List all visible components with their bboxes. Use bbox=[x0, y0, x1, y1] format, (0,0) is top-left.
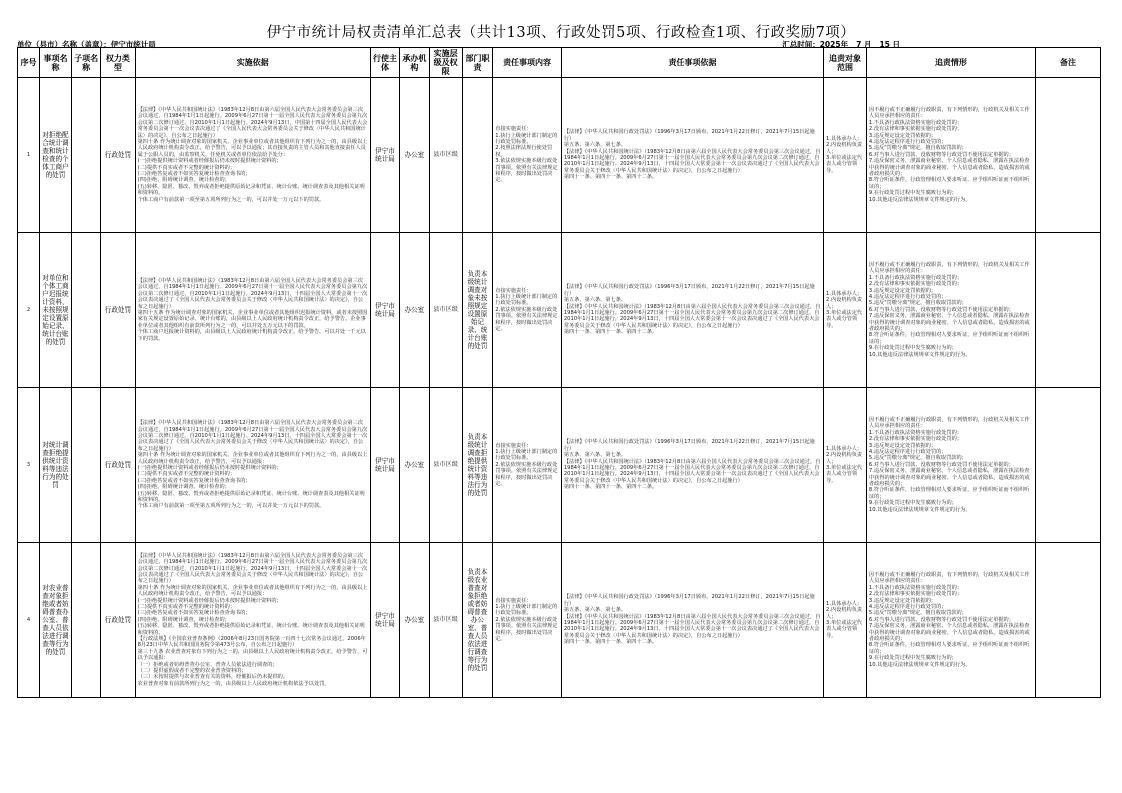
header-scope: 追责对象范围 bbox=[824, 48, 867, 78]
row-duty: 负责本级农业普查对象拒绝或者妨碍普查办公室、普查人员依法进行调查等行为的处罚 bbox=[462, 543, 493, 698]
header-content-basis: 责任事项依据 bbox=[561, 48, 823, 78]
header-subject: 行使主体 bbox=[370, 48, 399, 78]
row-duty: 负责本级统计调查拒绝提供统计资料等违法行为的处罚 bbox=[462, 388, 493, 543]
unit-label: 单位（县市）名称（盖章）：伊宁市统计局 bbox=[17, 40, 156, 49]
row-remark bbox=[1035, 543, 1100, 698]
summary-date-month: 7 月 bbox=[856, 40, 872, 49]
row-office: 办公室 bbox=[400, 388, 429, 543]
table-header-row bbox=[18, 48, 1101, 78]
row-sub-item bbox=[71, 388, 100, 543]
row-sub-item bbox=[71, 543, 100, 698]
row-office: 办公室 bbox=[400, 78, 429, 233]
row-item-name: 对单位和个体工商户迟报统计资料，未按照规定设置原始记录、统计台账的处罚 bbox=[40, 233, 72, 388]
document-title: 伊宁市统计局权责清单汇总表（共计13项、行政处罚5项、行政检查1项、行政奖励7项） bbox=[266, 25, 856, 41]
row-content: 直接实施责任： 1.执行上级统计部门制定的行政处罚标准。 2.按照法律法规行使处罚权。 3.依法依规实施本级行政处罚事项。依照有关法律规定和程序，按时做出处罚决定。 bbox=[493, 78, 562, 233]
row-no: 2 bbox=[18, 233, 40, 388]
row-power-type: 行政处罚 bbox=[101, 388, 135, 543]
responsibility-table bbox=[17, 47, 1101, 698]
row-situation: 因不履行或不正确履行行政职责，有下列情形的，行政机关及相关工作人员应承担相应的责任： 1.不具备行政执法资格实施行政处罚的； 2.没有法律和事实依据实施行政处罚的； 3.违反规定设定处罚依据的； 4.违反法定程序进行行政处罚的； 5.违反"罚缴分离"规定，擅自收取罚款的； 6.对当事人进行罚款、没收财物等行政处罚不使用法定单据的； 7.违反保密义务，泄露商业秘密、个人信息或者隐私，泄露在执法检查中获得的统计调查对象的商业秘密、个人信息或者隐私，造成损害的或者政府损失的； 8.符合听证条件，行政管理相对人要求听证，应予组织听证而不组织听证的； 9.在行政处罚过程中发生腐败行为的； 10.其他违反法律法规规章文件规定的行为。 bbox=[866, 388, 1035, 543]
header-basis: 实施依据 bbox=[135, 48, 370, 78]
row-power-type: 行政处罚 bbox=[101, 543, 135, 698]
row-content: 直接实施责任： 1.执行上级统计部门制定的行政处罚标准。 2.依法依规实施本级行政处罚事项。依照有关法律规定和程序，按时做出处罚决定。 bbox=[493, 543, 562, 698]
row-level: 县市区级 bbox=[429, 78, 462, 233]
row-content-basis: 【法律】《中华人民共和国行政处罚法》（1996年3月17日颁布，2021年1月22日修订，2021年7月15日起施行） 第五条、第六条、第七条。 【法律】《中华人民共和国统计法》（1983年12月8日由第六届全国人民代表大会常务委员会第三次会议通过，自1984年1月1日起施行。2009年6月27日第十一届全国人民代表大会常务委员会第九次会议第二次修订通过，自2010年1月1日起施行。2024年9月13日，十四届全国人大常委会第十一次会议表决通过了《全国人民代表大会常务委员会关于修改〈中华人民共和国统计法〉的决定》，自公布之日起施行） 第四十一条、第四十一条、第四十二条。 bbox=[561, 543, 823, 698]
header-situation: 追责情形 bbox=[866, 48, 1035, 78]
row-content-basis: 【法律】《中华人民共和国行政处罚法》（1996年3月17日颁布，2021年1月22日修订，2021年7月15日起施行） 第五条、第六条、第七条。 【法律】《中华人民共和国统计法》（1983年12月8日由第六届全国人民代表大会常务委员会第三次会议通过，自1984年1月1日起施行。2009年6月27日第十一届全国人民代表大会常务委员会第九次会议第二次修订通过，自2010年1月1日起施行。2024年9月13日，十四届全国人大常委会第十一次会议表决通过了《全国人民代表大会常务委员会关于修改〈中华人民共和国统计法〉的决定》，自公布之日起施行） 第四十一条、第四十一条、第四十二条。 bbox=[561, 78, 823, 233]
row-remark bbox=[1035, 78, 1100, 233]
row-basis: 【法律】《中华人民共和国统计法》（1983年12月8日由第六届全国人民代表大会常务委员会第三次会议通过，自1984年1月1日起施行。2009年6月27日第十一届全国人民代表大会常务委员会第九次会议第二次修订通过，自2010年1月1日起施行。2024年9月13日，十四届全国人大常委会第十一次会议表决通过了《全国人民代表大会常务委员会关于修改〈中华人民共和国统计法〉的决定》，自公布之日起施行） 第四十条 作为统计调查对象的国家机关、企业事业单位或者其他组织有下列行为之一的，由县级以上人民政府统计机构责令改正，给予警告，可以予以通报： (一)拒绝提供统计资料或者经催报后仍未按时提供统计资料的； (二)提供不真实或者不完整的统计资料的； (三)拒绝答复或者不如实答复统计检查查询书的； (四)拒绝、阻碍统计调查、统计检查的； (五)转移、隐匿、篡改、毁弃或者拒绝提供原始记录和凭证、统计台账、统计调查表及其他相关证明和资料的。 【行政法规】《全国农业普查条例》（2006年8月23日国务院第一百四十七次常务会议通过，2006年8月23日中华人民共和国国务院令第473号公布，自公布之日起施行） 第三十九条 农业普查对象有下列行为之一的，由县级以上人民政府统计机构责令改正，给予警告，可以予以通报： （一）拒绝或者妨碍普查办公室、普查人员依法进行调查的； （二）提供虚假或者不完整的农业普查资料的； （三）未按时提供与农业普查有关的资料，经催报后仍未提供的。 农业普查对象有前款所列行为之一的，由县级以上人民政府统计机构依法予以处罚。 bbox=[135, 543, 370, 698]
row-content: 直接实施责任： 1.执行上级统计部门制定的行政处罚标准。 2.依法依规实施本级行政处罚事项。依照有关法律规定和程序，按时做出处罚决定。 bbox=[493, 388, 562, 543]
row-content-basis: 【法律】《中华人民共和国行政处罚法》（1996年3月17日颁布，2021年1月22日修订，2021年7月15日起施行） 第五条、第六条、第七条。 【法律】《中华人民共和国统计法》（1983年12月8日由第六届全国人民代表大会常务委员会第三次会议通过，自1984年1月1日起施行。2009年6月27日第十一届全国人民代表大会常务委员会第九次会议第二次修订通过，自2010年1月1日起施行。2024年9月13日，十四届全国人大常委会第十一次会议表决通过了《全国人民代表大会常务委员会关于修改〈中华人民共和国统计法〉的决定》，自公布之日起施行） 第四十一条、第四十一条、第四十二条。 bbox=[561, 388, 823, 543]
row-level: 县市区级 bbox=[429, 388, 462, 543]
row-power-type: 行政处罚 bbox=[101, 78, 135, 233]
row-situation: 因不履行或不正确履行行政职责，有下列情形的，行政机关及相关工作人员应承担相应的责任： 1.不具备行政执法资格实施行政处罚的； 2.没有法律和事实依据实施行政处罚的； 3.违反规定设定处罚依据的； 4.违反法定程序进行行政处罚的； 5.违反"罚缴分离"规定，擅自收取罚款的； 6.对当事人进行罚款、没收财物等行政处罚不使用法定单据的； 7.违反保密义务，泄露商业秘密、个人信息或者隐私，泄露在执法检查中获得的统计调查对象的商业秘密、个人信息或者隐私，造成损害的或者政府损失的； 8.符合听证条件，行政管理相对人要求听证，应予组织听证而不组织听证的； 9.在行政处罚过程中发生腐败行为的； 10.其他违反法律法规规章文件规定的行为。 bbox=[866, 233, 1035, 388]
row-no: 3 bbox=[18, 388, 40, 543]
row-office: 办公室 bbox=[400, 543, 429, 698]
header-duty: 部门职责 bbox=[462, 48, 493, 78]
row-no: 4 bbox=[18, 543, 40, 698]
summary-date-label: 汇总时间：2025年 bbox=[782, 40, 849, 49]
row-scope: 1.具体承办人； 2.内设机构负责人； 3.单位或法定代表人或分管领导。 bbox=[824, 78, 867, 233]
row-item-name: 对统计调查拒绝提供统计资料等违法行为的处罚 bbox=[40, 388, 72, 543]
row-subject: 伊宁市统计局 bbox=[370, 388, 399, 543]
header-level: 实施层级及权限 bbox=[429, 48, 462, 78]
row-content: 直接实施责任： 1.执行上级统计部门制定的行政处罚标准。 2.依法依规实施本级行政处罚事项。依照有关法律规定和程序，按时做出处罚决定。 bbox=[493, 233, 562, 388]
header-sub-item: 子项名称 bbox=[71, 48, 100, 78]
table-row bbox=[18, 388, 1101, 543]
row-situation: 因不履行或不正确履行行政职责，有下列情形的，行政机关及相关工作人员应承担相应的责任： 1.不具备行政执法资格实施行政处罚的； 2.没有法律和事实依据实施行政处罚的； 3.违反规定设定处罚依据的； 4.违反法定程序进行行政处罚的； 5.违反"罚缴分离"规定，擅自收取罚款的； 6.对当事人进行罚款、没收财物等行政处罚不使用法定单据的； 7.违反保密义务，泄露商业秘密、个人信息或者隐私，泄露在执法检查中获得的统计调查对象的商业秘密、个人信息或者隐私，造成损害的或者政府损失的； 8.符合听证条件，行政管理相对人要求听证，应予组织听证而不组织听证的； 9.在行政处罚过程中发生腐败行为的； 10.其他违反法律法规规章文件规定的行为。 bbox=[866, 78, 1035, 233]
row-item-name: 对农业普查对象拒绝或者妨碍普查办公室、普查人员依法进行调查等行为的处罚 bbox=[40, 543, 72, 698]
row-remark bbox=[1035, 388, 1100, 543]
table-row bbox=[18, 543, 1101, 698]
table-row bbox=[18, 233, 1101, 388]
row-subject: 伊宁市统计局 bbox=[370, 543, 399, 698]
row-subject: 伊宁市统计局 bbox=[370, 78, 399, 233]
header-no: 序号 bbox=[18, 48, 40, 78]
row-level: 县市区级 bbox=[429, 543, 462, 698]
header-office: 承办机构 bbox=[400, 48, 429, 78]
row-sub-item bbox=[71, 78, 100, 233]
row-level: 县市区级 bbox=[429, 233, 462, 388]
row-duty: 负责本级统计调查对象未按照规定设置原始记录、统计台账的处罚 bbox=[462, 233, 493, 388]
summary-date-day: 15 日 bbox=[879, 40, 900, 49]
table-row bbox=[18, 78, 1101, 233]
row-scope: 1.具体承办人； 2.内设机构负责人； 3.单位或法定代表人或分管领导。 bbox=[824, 233, 867, 388]
row-basis: 【法律】《中华人民共和国统计法》（1983年12月8日由第六届全国人民代表大会常务委员会第三次会议通过，自1984年1月1日起施行。2009年6月27日第十一届全国人民代表大会常务委员会第九次会议第二次修订通过，自2010年1月1日起施行。2024年9月13日，中国第十四届全国人民代表大会常务委员会第十一次会议表决通过了《全国人民代表大会常务委员会关于修改〈中华人民共和国统计法〉的决定》，自公布之日起施行） 第四十条 作为统计调查对象的国家机关、企业事业单位或者其他组织有下列行为之一的，由县级以上人民政府统计机构责令改正，给予警告，可以予以通报；其直接负责的主管人员和其他直接责任人员属于公职人员的，由监察机关、任免机关或者单位依法给予处分： (一)拒绝提供统计资料或者经催报后仍未按时提供统计资料的； (二)提供不真实或者不完整的统计资料的； (三)拒绝答复或者不如实答复统计检查查询书的； (四)拒绝、阻碍统计调查、统计检查的； (五)转移、隐匿、篡改、毁弃或者拒绝提供原始记录和凭证、统计台账、统计调查表及其他相关证明和资料的。 个体工商户有前款第一项至第五项所列行为之一的，可以并处一万元以下的罚款。 bbox=[135, 78, 370, 233]
row-no: 1 bbox=[18, 78, 40, 233]
header-power-type: 权力类型 bbox=[101, 48, 135, 78]
row-sub-item bbox=[71, 233, 100, 388]
row-office: 办公室 bbox=[400, 233, 429, 388]
row-subject: 伊宁市统计局 bbox=[370, 233, 399, 388]
header-content: 责任事项内容 bbox=[493, 48, 562, 78]
row-situation: 因不履行或不正确履行行政职责，有下列情形的，行政机关及相关工作人员应承担相应的责任： 1.不具备行政执法资格实施行政处罚的； 2.没有法律和事实依据实施行政处罚的； 3.违反规定设定处罚依据的； 4.违反法定程序进行行政处罚的； 5.违反"罚缴分离"规定，擅自收取罚款的； 6.对当事人进行罚款、没收财物等行政处罚不使用法定单据的； 7.违反保密义务，泄露商业秘密、个人信息或者隐私，泄露在执法检查中获得的统计调查对象的商业秘密、个人信息或者隐私，造成损害的或者政府损失的； 8.符合听证条件，行政管理相对人要求听证，应予组织听证而不组织听证的； 9.在行政处罚过程中发生腐败行为的； 10.其他违反法律法规规章文件规定的行为。 bbox=[866, 543, 1035, 698]
row-basis: 【法律】《中华人民共和国统计法》（1983年12月8日由第六届全国人民代表大会常务委员会第三次会议通过，自1984年1月1日起施行。2009年6月27日第十一届全国人民代表大会常务委员会第九次会议第二次修订通过，自2010年1月1日起施行。2024年9月13日，十四届全国人大常委会第十一次会议表决通过了《全国人民代表大会常务委员会关于修改〈中华人民共和国统计法〉的决定》，自公布之日起施行） 第四十条 作为统计调查对象的国家机关、企业事业单位或者其他组织有下列行为之一的，由县级以上人民政府统计机构责令改正，给予警告，可以予以通报： (一)拒绝提供统计资料或者经催报后仍未按时提供统计资料的； (二)提供不真实或者不完整的统计资料的； (三)拒绝答复或者不如实答复统计检查查询书的； (四)拒绝、阻碍统计调查、统计检查的； (五)转移、隐匿、篡改、毁弃或者拒绝提供原始记录和凭证、统计台账、统计调查表及其他相关证明和资料的。 个体工商户有前款第一项至第五项所列行为之一的，可以并处一万元以下的罚款。 bbox=[135, 388, 370, 543]
row-basis: 【法律】《中华人民共和国统计法》（1983年12月8日由第六届全国人民代表大会常务委员会第三次会议通过，自1984年1月1日起施行。2009年6月27日第十一届全国人民代表大会常务委员会第九次会议第二次修订通过，自2010年1月1日起施行。2024年9月13日，十四届全国人大常委会第十一次会议表决通过了《全国人民代表大会常务委员会关于修改〈中华人民共和国统计法〉的决定》，自公布之日起施行） 第四十五条 作为统计调查对象的国家机关、企业事业单位或者其他组织迟报统计资料，或者未按照国家有关规定设置原始记录、统计台账的，由县级以上人民政府统计机构责令改正，给予警告。企业事业单位或者其他组织有前款所列行为之一的，可以并处五万元以下的罚款。 个体工商户迟报统计资料的，由县级以上人民政府统计机构责令改正，给予警告，可以并处一千元以下的罚款。 bbox=[135, 233, 370, 388]
row-power-type: 行政处罚 bbox=[101, 233, 135, 388]
row-remark bbox=[1035, 233, 1100, 388]
row-scope: 1.具体承办人； 2.内设机构负责人； 3.单位或法定代表人或分管领导。 bbox=[824, 543, 867, 698]
row-content-basis: 【法律】《中华人民共和国行政处罚法》（1996年3月17日颁布，2021年1月22日修订，2021年7月15日起施行） 第五条、第六条、第七条。 【法律】《中华人民共和国统计法》（1983年12月8日由第六届全国人民代表大会常务委员会第三次会议通过，自1984年1月1日起施行。2009年6月27日第十一届全国人民代表大会常务委员会第九次会议第二次修订通过，自2010年1月1日起施行。2024年9月13日，十四届全国人大常委会第十一次会议表决通过了《全国人民代表大会常务委员会关于修改〈中华人民共和国统计法〉的决定》，自公布之日起施行） 第四十一条、第四十一条、第四十二条。 bbox=[561, 233, 823, 388]
header-remark: 备注 bbox=[1035, 48, 1100, 78]
header-item-name: 事项名称 bbox=[40, 48, 72, 78]
row-scope: 1.具体承办人； 2.内设机构负责人； 3.单位或法定代表人或分管领导。 bbox=[824, 388, 867, 543]
row-duty bbox=[462, 78, 493, 233]
row-item-name: 对拒绝配合统计调查和统计检查的个体工商户的处罚 bbox=[40, 78, 72, 233]
